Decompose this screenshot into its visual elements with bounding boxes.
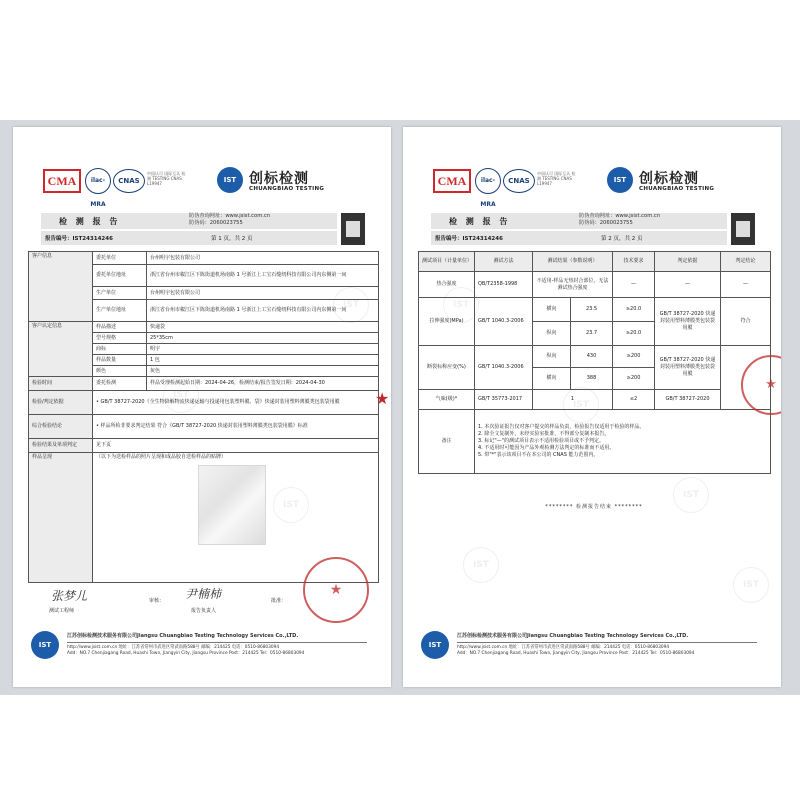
qr-code — [341, 213, 365, 245]
verify-code: 防伪码：2060023755 — [189, 220, 243, 226]
cnas-logo: CNAS — [503, 169, 535, 193]
report-number: 报告编号：IST24314246 — [435, 236, 503, 242]
table-cell: 23.7 — [571, 322, 613, 346]
watermark-logo: IST — [563, 387, 599, 423]
table-cell: ≥200 — [613, 368, 655, 390]
table-cell: — — [655, 272, 721, 298]
tester-label: 测试工程师 — [49, 608, 75, 614]
table-value: 25*35cm — [147, 333, 379, 344]
table-value: 台州明宇包装有限公司 — [147, 252, 379, 265]
table-cell: 23.5 — [571, 298, 613, 322]
table-cell: 横向 — [533, 368, 571, 390]
watermark-logo: IST — [733, 567, 769, 603]
ilac-logo: ilac-MRA — [85, 168, 111, 194]
table-cell: GB/T 35773-2017 — [475, 390, 533, 410]
cma-logo: CMA — [433, 169, 471, 193]
ist-logo: IST — [607, 167, 633, 193]
conclusion-label: 综合检验结论 — [29, 415, 93, 439]
page-footer — [31, 631, 375, 671]
footer-address: http://www.jsist.com.cn 地址：江苏省常州市武进区常武南路588号 邮编：214425 电话：0510-86803094 — [457, 645, 670, 650]
report-number: 报告编号：IST24314246 — [45, 236, 113, 242]
report-title: 检 测 报 告 — [59, 217, 121, 226]
watermark-logo: IST — [443, 287, 479, 323]
footer-divider — [67, 642, 367, 643]
table-key: 型号规格 — [93, 333, 147, 344]
test-date-label: 检验时间 — [29, 377, 93, 391]
table-value: 台州明宇包装有限公司 — [147, 287, 379, 300]
report-page-2 — [403, 127, 781, 687]
page-number: 第 2 页，共 2 页 — [601, 236, 643, 242]
table-cell: 符合 — [721, 298, 771, 346]
col-header: 测试方法 — [475, 252, 533, 272]
table-cell: 热合强度 — [419, 272, 475, 298]
footer-company: 江苏创标检测技术服务有限公司Jiangsu Chuangbiao Testing Technology Services Co.,LTD. — [457, 633, 689, 639]
verify-url: 防伪查询网址：www.jsist.com.cn — [189, 213, 271, 219]
footer-address: http://www.jsist.com.cn 地址：江苏省常州市武进区常武南路588号 邮编：214425 电话：0510-86803094 — [67, 645, 280, 650]
basis-value: • GB/T 38727-2020《全生物降解物流快递运输与投递用包装塑料膜、袋》快递封装用塑料薄膜类包装袋用膜 — [93, 391, 379, 415]
table-cell: 拉伸强度(MPa) — [419, 298, 475, 346]
remarks-label: 检验结果及单项判定 — [29, 439, 93, 453]
brand-name-en: CHUANGBIAO TESTING — [249, 186, 325, 192]
remarks-cell — [475, 410, 771, 474]
brand-name: 创标检测 — [249, 171, 309, 187]
table-cell: — — [613, 272, 655, 298]
sample-info-label: 客户认定信息 — [29, 322, 93, 377]
table-cell: GB/T 1040.3-2006 — [475, 298, 533, 346]
table-value: 灰色 — [147, 366, 379, 377]
results-table — [418, 251, 771, 474]
cnas-logo: CNAS — [113, 169, 145, 193]
tester-signature: 张梦儿 — [51, 589, 88, 603]
watermark-logo: IST — [463, 547, 499, 583]
table-key: 样品描述 — [93, 322, 147, 333]
table-cell: 气味(级)* — [419, 390, 475, 410]
table-cell: 不适用-样品无热封合部位，无法测试热合强度 — [533, 272, 613, 298]
remarks-label: 备注 — [419, 410, 475, 474]
col-header: 测试项目（计量单位） — [419, 252, 475, 272]
col-header: 判定结论 — [721, 252, 771, 272]
photo-caption: （以下为送检样品的照片呈现和成品胶自送检样品的贴牌） — [96, 454, 227, 460]
report-title-bar — [41, 213, 337, 229]
table-cell: ≤2 — [613, 390, 655, 410]
sample-photo — [198, 465, 266, 545]
table-cell: GB/T 38727-2020 快递封装用塑料薄膜类包装袋用膜 — [655, 298, 721, 346]
verify-url: 防伪查询网址：www.jsist.com.cn — [579, 213, 661, 219]
remark-line: 2. 除全文复制外，未经实验室批准，不得部分复制本报告。 — [478, 431, 610, 437]
cnas-caption: 中国认可 国际互认 检测 TESTING CNAS L19947 — [537, 171, 576, 186]
ist-footer-logo: IST — [421, 631, 449, 659]
brand-name: 创标检测 — [639, 171, 699, 187]
qr-code — [731, 213, 755, 245]
footer-company: 江苏创标检测技术服务有限公司Jiangsu Chuangbiao Testing Technology Services Co.,LTD. — [67, 633, 299, 639]
report-page-1 — [13, 127, 391, 687]
watermark-logo: IST — [273, 487, 309, 523]
footer-divider — [457, 642, 757, 643]
test-date-value: 样品受理检测起始日期：2024-04-26，检测结束/报告签发日期：2024-04-30 — [147, 377, 379, 391]
table-cell: ≥200 — [613, 346, 655, 368]
table-cell: 横向 — [533, 298, 571, 322]
table-value: 浙江省台州市椒江区下陈街道机场南路 1 号浙江上工宝石缝纫科技有限公司内东侧第一间 — [147, 265, 379, 287]
report-title-bar — [431, 213, 727, 229]
remark-line: 4. 不适用时可能因为产品外观检测方法判定的标准而不适用。 — [478, 445, 615, 451]
contact-info — [189, 213, 270, 227]
remark-line: 3. 标记"—"的测试项目表示不适用检验项目或不予判定。 — [478, 438, 604, 444]
table-key: 样品数量 — [93, 355, 147, 366]
watermark-logo: IST — [333, 287, 369, 323]
table-cell: 断裂标称应变(%) — [419, 346, 475, 390]
contact-info — [579, 213, 660, 227]
table-cell: 1 — [533, 390, 613, 410]
report-title: 检 测 报 告 — [449, 217, 511, 226]
table-cell: QB/T2358-1998 — [475, 272, 533, 298]
table-value: 浙江省台州市椒江区下陈街道机场南路 1 号浙江上工宝石缝纫科技有限公司内东侧第一间 — [147, 300, 379, 322]
table-cell: GB/T 1040.3-2006 — [475, 346, 533, 390]
header-logos — [433, 167, 753, 208]
approver-label: 批准： — [271, 598, 287, 604]
reviewer-label: 审核： — [149, 598, 165, 604]
footer-address-en: Add：NO.7 Chenjiagang Road, Huashi Town, Jiangyin City, Jiangsu Province Post：214425 Tel：0510-86803094 — [67, 651, 305, 656]
stamp-star: ★ — [375, 389, 390, 408]
remark-line: 1. 本次验证报告仅对客户提交的样品负责，检验报告仅适用于检验的样品。 — [478, 424, 645, 430]
verify-code: 防伪码：2060023755 — [579, 220, 633, 226]
table-key: 委托检测 — [93, 377, 147, 391]
official-stamp: ★ — [303, 557, 369, 623]
table-key: 生产单位 — [93, 287, 147, 300]
page-number: 第 1 页，共 2 页 — [211, 236, 253, 242]
official-stamp: ★ — [741, 355, 781, 415]
col-header: 技术要求 — [613, 252, 655, 272]
ist-footer-logo: IST — [31, 631, 59, 659]
table-value: 快递袋 — [147, 322, 379, 333]
table-key: 委托单位 — [93, 252, 147, 265]
col-header: 判定依据 — [655, 252, 721, 272]
table-cell: 纵向 — [533, 346, 571, 368]
table-cell: ≥20.0 — [613, 322, 655, 346]
table-value: 明宇 — [147, 344, 379, 355]
table-cell: 纵向 — [533, 322, 571, 346]
table-cell: ≥20.0 — [613, 298, 655, 322]
ist-logo: IST — [217, 167, 243, 193]
table-key: 颜色 — [93, 366, 147, 377]
report-number-bar — [41, 231, 337, 245]
table-cell: — — [721, 272, 771, 298]
client-info-table — [28, 251, 379, 583]
reviewer-signature: 尹楠柿 — [185, 587, 222, 601]
table-cell: 430 — [571, 346, 613, 368]
remark-line: 5. 带"*"表示该项目不在本公司的 CNAS 能力范围内。 — [478, 452, 599, 458]
reviewer-title: 报告负责人 — [191, 608, 217, 614]
cma-logo: CMA — [43, 169, 81, 193]
basis-label: 检验/判定依据 — [29, 391, 93, 415]
footer-address-en: Add：NO.7 Chenjiagang Road, Huashi Town, Jiangyin City, Jiangsu Province Post：214425 Tel：0510-86803094 — [457, 651, 695, 656]
table-value: 1 包 — [147, 355, 379, 366]
photo-label: 样品呈现 — [29, 453, 93, 583]
table-cell: 388 — [571, 368, 613, 390]
table-key: 生产单位地址 — [93, 300, 147, 322]
table-key: 委托单位地址 — [93, 265, 147, 287]
table-cell: GB/T 38727-2020 快递封装用塑料薄膜类包装袋用膜 — [655, 346, 721, 390]
conclusion-value: • 样品所检非要求判定结果 符合《GB/T 38727-2020 快递封装用塑料薄膜类包装袋用膜》标准 — [93, 415, 379, 439]
report-number-bar — [431, 231, 727, 245]
report-end-line: ******** 检测报告结束 ******** — [545, 504, 643, 510]
watermark-logo: IST — [673, 477, 709, 513]
page-footer — [421, 631, 765, 671]
client-info-label: 客户信息 — [29, 252, 93, 322]
cnas-caption: 中国认可 国际互认 检测 TESTING CNAS L19947 — [147, 171, 186, 186]
table-key: 商标 — [93, 344, 147, 355]
header-logos — [43, 167, 363, 208]
watermark-logo: IST — [163, 377, 199, 413]
ilac-logo: ilac-MRA — [475, 168, 501, 194]
remarks-value: 见下页 — [93, 439, 379, 453]
table-cell: GB/T 38727-2020 — [655, 390, 721, 410]
brand-name-en: CHUANGBIAO TESTING — [639, 186, 715, 192]
col-header: 测试结果（参数说明） — [533, 252, 613, 272]
